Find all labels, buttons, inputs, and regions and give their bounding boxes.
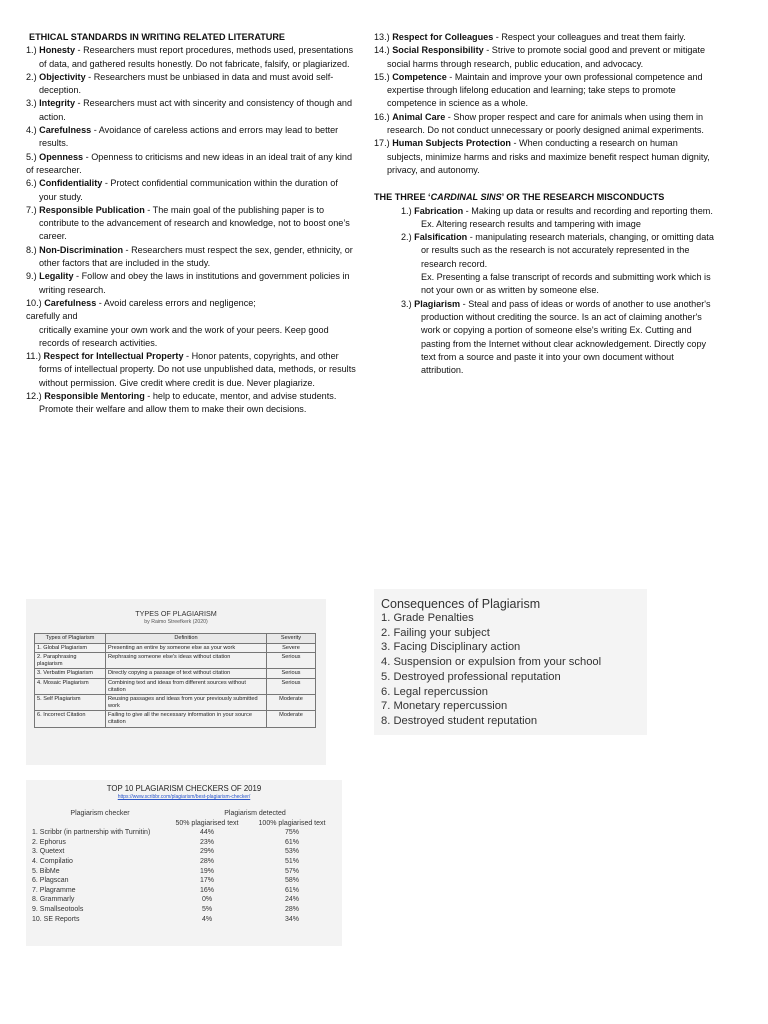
misconduct-title: THE THREE ‘CARDINAL SINS’ OR THE RESEARCH MISCONDUCTS: [374, 192, 665, 203]
table-row: [30, 905, 340, 915]
table-cell: 9. Smallseotools: [32, 905, 84, 913]
standard-item: 3.) Integrity - Researchers must act with sincerity and consistency of though and action.: [26, 98, 353, 122]
table-row: [30, 838, 340, 848]
table-cell: 6. Incorrect Citation: [35, 711, 106, 727]
standard-item: 12.) Responsible Mentoring - help to educate, mentor, and advise students. Promote their welfare and allow them to make their own decisions.: [26, 391, 337, 415]
table-cell: 44%: [199, 829, 214, 837]
consequence-item: 3. Facing Disciplinary action: [381, 641, 521, 654]
table-cell: 5. BibMe: [32, 867, 60, 875]
consequence-item: 5. Destroyed professional reputation: [381, 670, 561, 683]
header-cell: Plagiarism detected: [224, 810, 286, 817]
standard-item: 4.) Carefulness - Avoidance of careless actions and errors may lead to better results.: [26, 125, 339, 149]
table-cell: Combining text and ideas from different sources without citation: [106, 678, 267, 694]
standard-item: 8.) Non-Discrimination - Researchers must respect the sex, gender, ethnicity, or other factors that are included in the study.: [26, 244, 353, 269]
table-cell: 2. Ephorus: [32, 838, 66, 846]
misconduct-item: 2.) Falsification - manipulating research materials, changing, or omitting data or results such as the research is not accurately represented in the research record.: [401, 232, 714, 269]
header-cell: Severity: [267, 634, 316, 644]
table-cell: 3. Quetext: [32, 848, 65, 856]
standard-item: 9.) Legality - Follow and obey the laws in institutions and government policies in writing research.: [26, 271, 350, 295]
table-cell: 1. Scribbr (in partnership with Turnitin): [32, 829, 151, 837]
table-cell: Severe: [267, 643, 316, 653]
table-cell: 23%: [199, 838, 214, 846]
figure-title: TYPES OF PLAGIARISM: [135, 609, 217, 618]
table-cell: 17%: [199, 877, 214, 885]
table-row: [35, 678, 316, 694]
table-cell: 4. Compilatio: [32, 857, 73, 865]
header-cell: 100% plagiarised text: [258, 819, 326, 827]
table-cell: 61%: [284, 886, 299, 894]
table-header-row: [30, 819, 340, 829]
table-row: [35, 643, 316, 653]
table-row: [30, 828, 340, 838]
standard-item: 2.) Objectivity - Researchers must be unbiased in data and must avoid self-deception.: [26, 71, 334, 96]
consequence-item: 2. Failing your subject: [381, 626, 490, 639]
standard-item: 14.) Social Responsibility - Strive to promote social good and prevent or mitigate social harms through research, public education, and advocacy.: [374, 45, 706, 69]
header-cell: Types of Plagiarism: [35, 634, 106, 644]
table-cell: Failing to give all the necessary information in your source citation: [106, 711, 267, 727]
table-cell: Moderate: [267, 711, 316, 727]
table-row: [35, 653, 316, 669]
table-cell: 7. Plagramme: [32, 886, 76, 894]
table-cell: Reusing passages and ideas from your previously submitted work: [106, 695, 267, 711]
table-cell: 16%: [199, 886, 214, 894]
checkers-table: [30, 809, 340, 924]
right-column: [374, 31, 714, 377]
consequence-item: 7. Monetary repercussion: [381, 700, 508, 713]
table-cell: 75%: [284, 829, 299, 837]
table-cell: 28%: [199, 857, 214, 865]
table-cell: 61%: [284, 838, 299, 846]
consequences-figure: [374, 589, 647, 735]
types-table: [34, 633, 316, 728]
section-title: ETHICAL STANDARDS IN WRITING RELATED LITERATURE: [29, 32, 285, 42]
standard-item: 17.) Human Subjects Protection - When conducting a research on human subjects, minimize harms and risks and maximize benefit respect human dignity, privacy, and autonomy.: [374, 138, 710, 175]
table-cell: Rephrasing someone else's ideas without citation: [106, 653, 267, 669]
header-cell: Definition: [106, 634, 267, 644]
consequence-item: 8. Destroyed student reputation: [381, 714, 538, 727]
header-cell: Plagiarism checker: [70, 810, 130, 817]
table-cell: 57%: [284, 867, 299, 875]
table-row: [30, 915, 340, 925]
table-cell: Moderate: [267, 695, 316, 711]
consequence-item: 6. Legal repercussion: [381, 685, 488, 698]
table-cell: 5%: [201, 905, 213, 913]
standard-item: 13.) Respect for Colleagues - Respect your colleagues and treat them fairly.: [374, 32, 686, 42]
table-row: [30, 847, 340, 857]
standard-item: 11.) Respect for Intellectual Property - Honor patents, copyrights, and other forms of intellectual property. Do not use unpublished data, methods, or results without permission. Give credit where credit is due. Never plagiarize.: [26, 351, 356, 388]
table-cell: 4%: [201, 915, 213, 923]
types-of-plagiarism-figure: [26, 599, 326, 765]
standard-item: 1.) Honesty - Researchers must report procedures, methods used, presentations of data, and gathered results honestly. Do not fabricate, falsify, or plagiarized.: [26, 45, 354, 69]
table-cell: Directly copying a passage of text without citation: [106, 669, 267, 679]
standard-item: 10.) Carefulness - Avoid careless errors and negligence;: [26, 297, 256, 308]
table-cell: 1. Global Plagiarism: [35, 643, 106, 653]
table-cell: 4. Mosaic Plagiarism: [35, 678, 106, 694]
figure-subtitle: by Raimo Streefkerk (2020): [144, 619, 208, 625]
misconduct-example: Ex. Altering research results and tampering with image: [421, 218, 641, 229]
table-cell: Presenting an entire by someone else as your work: [106, 643, 267, 653]
left-column: [26, 31, 356, 417]
table-cell: 24%: [284, 896, 299, 904]
misconduct-example: Ex. Presenting a false transcript of records and submitting work which is not your own or as written by someone else.: [421, 272, 711, 296]
figure-title: TOP 10 PLAGIARISM CHECKERS OF 2019: [106, 784, 262, 793]
table-row: [30, 886, 340, 896]
table-cell: 51%: [284, 857, 299, 865]
table-cell: 28%: [284, 905, 299, 913]
table-header-row: [35, 634, 316, 644]
table-row: [30, 895, 340, 905]
table-row: [30, 857, 340, 867]
table-row: [30, 876, 340, 886]
table-cell: 0%: [201, 896, 213, 904]
table-cell: 19%: [199, 867, 214, 875]
consequences-title: Consequences of Plagiarism: [381, 597, 541, 611]
table-cell: 2. Paraphrasing plagiarism: [35, 653, 106, 669]
misconduct-item: 3.) Plagiarism - Steal and pass of ideas or words of another to use another's production without crediting the source. Is an act of claiming another's work or copying a portion of someone else's writing Ex. Cutting and pasting from the Internet without clear acknowledgement. Directly copy text from a source and paste it into your own document without attribution.: [401, 298, 711, 376]
table-cell: 10. SE Reports: [32, 915, 80, 923]
consequence-item: 4. Suspension or expulsion from your school: [381, 656, 602, 669]
consequence-item: 1. Grade Penalties: [381, 612, 474, 624]
table-cell: 29%: [199, 848, 214, 856]
table-cell: Serious: [267, 653, 316, 669]
table-header-row: [30, 809, 340, 819]
table-row: [35, 711, 316, 727]
table-cell: 5. Self Plagiarism: [35, 695, 106, 711]
source-link[interactable]: https://www.scribbr.com/plagiarism/best-plagiarism-checker/: [117, 794, 251, 800]
table-row: [35, 669, 316, 679]
standard-item: 16.) Animal Care - Show proper respect and care for animals when using them in research. Do not conduct unnecessary or poorly designed animal experiments.: [374, 111, 704, 136]
misconduct-item: 1.) Fabrication - Making up data or results and recording and reporting them.: [401, 205, 713, 216]
table-cell: 58%: [284, 877, 299, 885]
table-cell: 6. Plagscan: [32, 877, 69, 885]
table-cell: Serious: [267, 669, 316, 679]
standard-item: 15.) Competence - Maintain and improve your own professional competence and expertise through lifelong education and learning; take steps to promote competence in science as a whole.: [374, 71, 703, 109]
table-cell: 8. Grammarly: [32, 896, 75, 904]
plagiarism-checkers-figure: [26, 780, 342, 946]
table-cell: 34%: [284, 915, 299, 923]
header-cell: 50% plagiarised text: [175, 819, 239, 827]
standard-item-continuation: carefully and: [26, 311, 78, 322]
table-row: [30, 867, 340, 877]
table-cell: 53%: [284, 848, 299, 856]
standard-item: 7.) Responsible Publication - The main goal of the publishing paper is to contribute to the advancement of research and knowledge, not to boost one’s career.: [26, 204, 350, 242]
table-cell: 3. Verbatim Plagiarism: [35, 669, 106, 679]
standard-item-continuation: critically examine your own work and the work of your peers. Keep good records of research activities.: [39, 324, 329, 348]
standard-item: 5.) Openness - Openness to criticisms and new ideas in an ideal trait of any kind of researcher.: [26, 151, 353, 175]
table-cell: Serious: [267, 678, 316, 694]
table-row: [35, 695, 316, 711]
standard-item: 6.) Confidentiality - Protect confidential communication within the duration of your study.: [26, 178, 338, 202]
